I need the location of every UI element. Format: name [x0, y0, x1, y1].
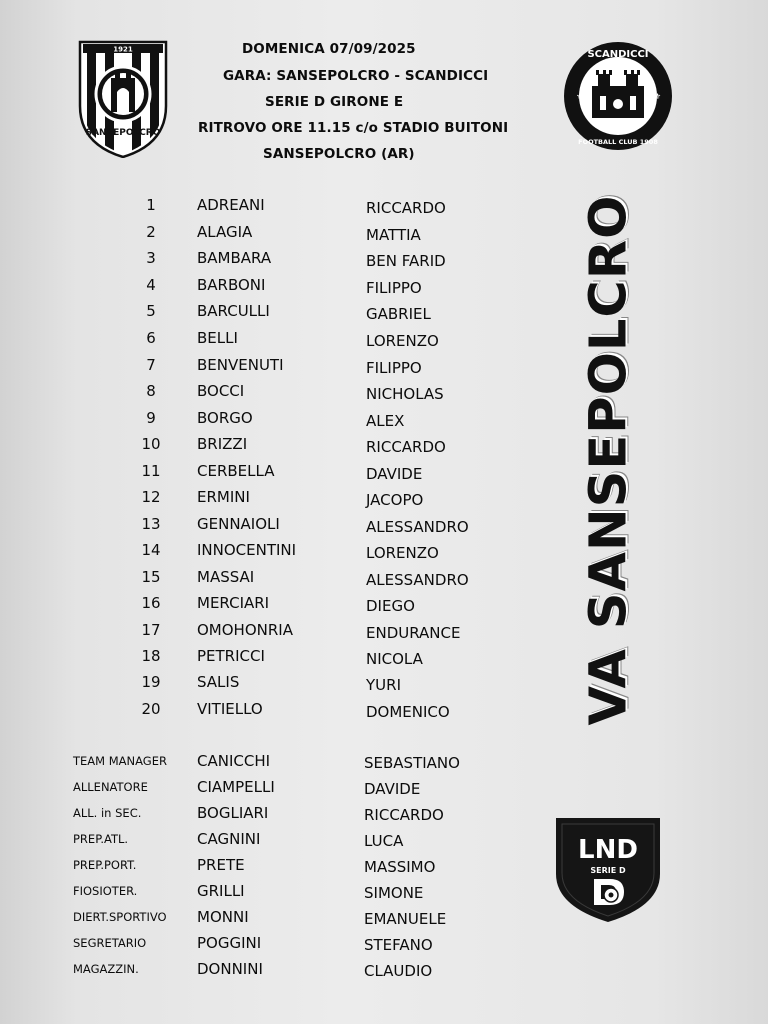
player-number: 10 — [141, 435, 161, 453]
scandicci-top-text: SCANDICCI — [587, 49, 649, 60]
staff-name: LUCA — [364, 832, 404, 850]
slogan-text: VA SANSEPOLCRO — [579, 194, 639, 726]
player-name: MATTIA — [366, 226, 421, 244]
lnd-title: LND — [578, 835, 638, 865]
player-surname: VITIELLO — [197, 700, 263, 718]
player-surname: BORGO — [197, 409, 253, 427]
staff-role: SEGRETARIO — [73, 936, 147, 950]
player-surname: BOCCI — [197, 382, 245, 400]
player-name: BEN FARID — [366, 252, 446, 270]
player-surname: MERCIARI — [197, 594, 270, 612]
player-surname: BARBONI — [197, 276, 266, 294]
staff-surname: PRETE — [197, 856, 245, 874]
player-number: 18 — [141, 647, 161, 665]
staff-name: CLAUDIO — [364, 962, 433, 980]
player-number: 1 — [146, 196, 156, 214]
player-number: 16 — [141, 594, 161, 612]
staff-role: DIERT.SPORTIVO — [73, 910, 167, 924]
staff-name: SEBASTIANO — [364, 754, 460, 772]
meeting-info: RITROVO ORE 11.15 c/o STADIO BUITONI — [198, 120, 509, 136]
player-number: 3 — [146, 249, 156, 267]
player-name: LORENZO — [366, 332, 439, 350]
player-name: DIEGO — [366, 597, 415, 615]
player-number: 11 — [141, 462, 161, 480]
staff-name: SIMONE — [364, 884, 424, 902]
player-number: 6 — [146, 329, 156, 347]
player-number: 12 — [141, 488, 161, 506]
player-surname: BELLI — [197, 329, 238, 347]
staff-role: MAGAZZIN. — [73, 962, 139, 976]
match-location: SANSEPOLCRO (AR) — [263, 146, 415, 162]
player-name: NICHOLAS — [366, 385, 444, 403]
player-surname: BRIZZI — [197, 435, 248, 453]
player-name: YURI — [366, 676, 401, 694]
player-name: DAVIDE — [366, 465, 423, 483]
player-surname: CERBELLA — [197, 462, 275, 480]
player-number: 7 — [146, 356, 156, 374]
staff-name: RICCARDO — [364, 806, 444, 824]
player-number: 2 — [146, 223, 156, 241]
staff-surname: MONNI — [197, 908, 249, 926]
player-name: FILIPPO — [366, 359, 422, 377]
player-number: 14 — [141, 541, 161, 559]
staff-surname: GRILLI — [197, 882, 245, 900]
player-name: NICOLA — [366, 650, 423, 668]
staff-role: TEAM MANAGER — [73, 754, 167, 768]
staff-role: ALL. in SEC. — [73, 806, 142, 820]
player-name: FILIPPO — [366, 279, 422, 297]
player-surname: ERMINI — [197, 488, 250, 506]
player-number: 5 — [146, 302, 156, 320]
player-number: 4 — [146, 276, 156, 294]
player-name: RICCARDO — [366, 438, 446, 456]
player-surname: SALIS — [197, 673, 240, 691]
player-number: 13 — [141, 515, 161, 533]
staff-role: PREP.PORT. — [73, 858, 137, 872]
player-surname: INNOCENTINI — [197, 541, 297, 559]
player-number: 9 — [146, 409, 156, 427]
staff-role: ALLENATORE — [73, 780, 148, 794]
staff-surname: CANICCHI — [197, 752, 271, 770]
player-name: JACOPO — [366, 491, 424, 509]
player-name: ENDURANCE — [366, 624, 461, 642]
player-surname: BARCULLI — [197, 302, 270, 320]
staff-surname: BOGLIARI — [197, 804, 269, 822]
player-surname: PETRICCI — [197, 647, 265, 665]
staff-surname: DONNINI — [197, 960, 263, 978]
player-name: ALESSANDRO — [366, 518, 469, 536]
player-number: 19 — [141, 673, 161, 691]
player-name: LORENZO — [366, 544, 439, 562]
match-date: DOMENICA 07/09/2025 — [242, 41, 416, 57]
lnd-serie-d-logo — [554, 816, 662, 924]
player-surname: ADREANI — [197, 196, 265, 214]
player-number: 17 — [141, 621, 161, 639]
player-number: 15 — [141, 568, 161, 586]
slogan-block — [573, 194, 645, 726]
match-title: GARA: SANSEPOLCRO - SCANDICCI — [223, 68, 489, 84]
staff-name: STEFANO — [364, 936, 433, 954]
player-name: ALESSANDRO — [366, 571, 469, 589]
player-name: RICCARDO — [366, 199, 446, 217]
player-name: ALEX — [366, 412, 405, 430]
staff-name: DAVIDE — [364, 780, 421, 798]
staff-surname: POGGINI — [197, 934, 262, 952]
league-name: SERIE D GIRONE E — [265, 94, 404, 110]
player-surname: BENVENUTI — [197, 356, 284, 374]
header — [0, 0, 768, 170]
player-surname: MASSAI — [197, 568, 255, 586]
staff-name: EMANUELE — [364, 910, 447, 928]
player-name: DOMENICO — [366, 703, 450, 721]
staff-surname: CIAMPELLI — [197, 778, 275, 796]
player-number: 8 — [146, 382, 156, 400]
player-surname: BAMBARA — [197, 249, 272, 267]
staff-surname: CAGNINI — [197, 830, 261, 848]
scandicci-bottom-text: FOOTBALL CLUB 1908 — [578, 138, 658, 146]
crest-year: 1921 — [113, 45, 133, 54]
svg-text:⚜: ⚜ — [576, 92, 584, 101]
player-surname: GENNAIOLI — [197, 515, 280, 533]
player-number: 20 — [141, 700, 161, 718]
staff-role: FIOSIOTER. — [73, 884, 138, 898]
staff-role: PREP.ATL. — [73, 832, 129, 846]
svg-text:⚜: ⚜ — [654, 92, 662, 101]
staff-name: MASSIMO — [364, 858, 436, 876]
player-surname: OMOHONRIA — [197, 621, 293, 639]
crest-name: SANSEPOLCRO — [85, 128, 161, 138]
player-surname: ALAGIA — [197, 223, 253, 241]
lnd-subtitle: SERIE D — [590, 866, 626, 875]
player-name: GABRIEL — [366, 305, 431, 323]
